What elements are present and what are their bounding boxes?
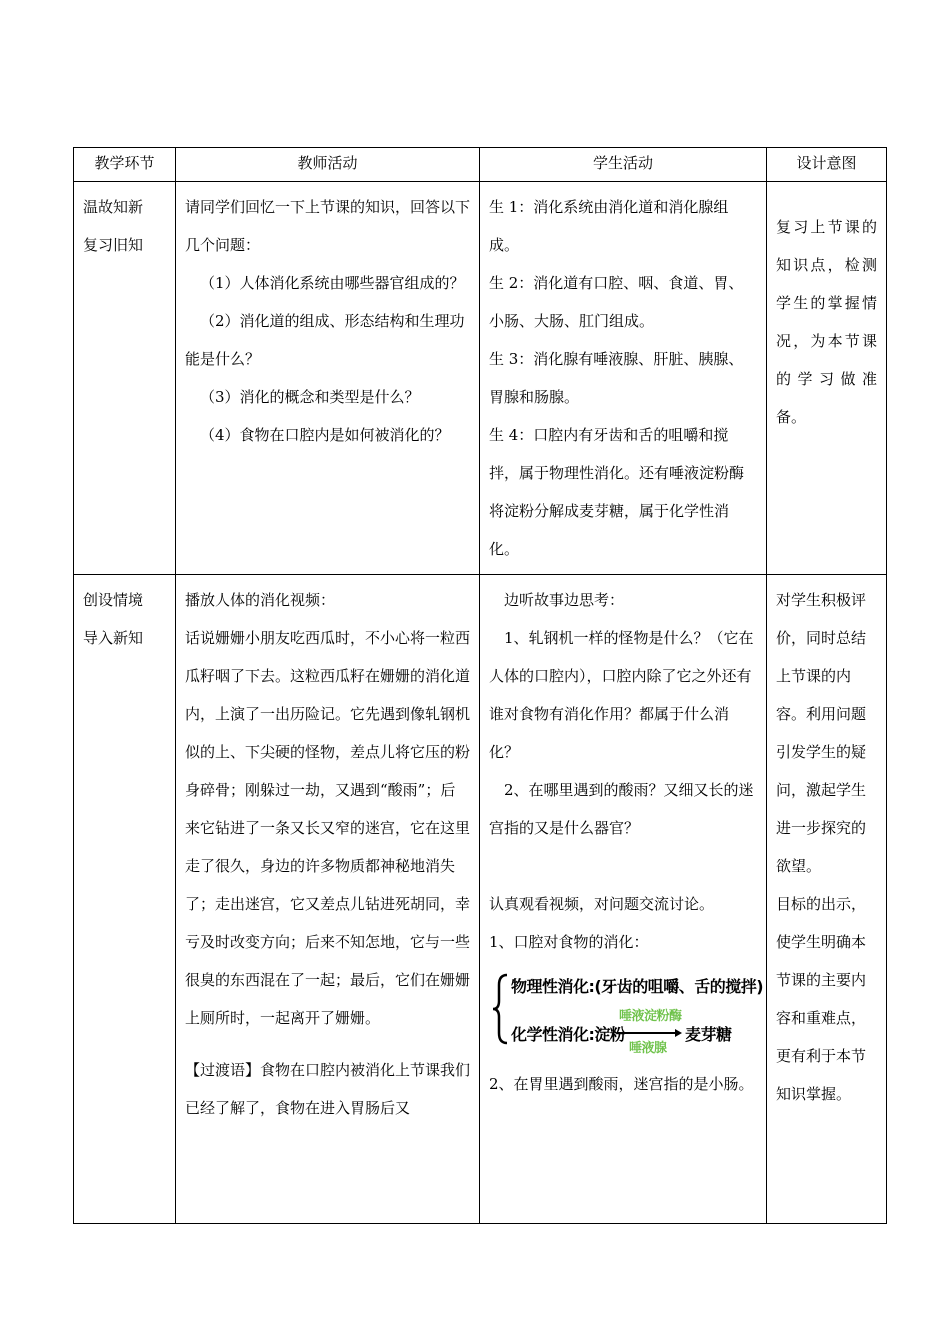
stage-cell: [74, 182, 176, 575]
stage-cell: [74, 575, 176, 1224]
table-row-review: [74, 182, 887, 575]
student-answer: 生 1：消化系统由消化道和消化腺组成。: [489, 198, 729, 254]
brace-icon: [491, 973, 509, 1045]
design-text: 复习上节课的知识点，检测学生的掌握情况，为本节课的学习做准备。: [776, 218, 877, 426]
lesson-plan-table: [73, 147, 887, 1224]
question-item: （2）消化道的组成、形态结构和生理功能是什么？: [185, 312, 465, 368]
question-item: （3）消化的概念和类型是什么？: [200, 388, 420, 406]
enzyme-label: 唾液淀粉酶: [619, 1009, 682, 1024]
question-item: （1）人体消化系统由哪些器官组成的？: [200, 274, 465, 292]
chemical-digestion-label: 化学性消化:淀粉: [511, 1025, 626, 1044]
student-question: 2、在哪里遇到的酸雨？又细又长的迷宫指的又是什么器官？: [489, 781, 754, 837]
header-student: 学生活动: [480, 148, 767, 182]
maltose-label: 麦芽糖: [685, 1025, 732, 1044]
student-question: 1、轧钢机一样的怪物是什么？（它在人体的口腔内），口腔内除了它之外还有谁对食物有消化作用？都属于什么消化？: [489, 629, 754, 761]
student-answer: 生 2：消化道有口腔、咽、食道、胃、小肠、大肠、肛门组成。: [489, 274, 744, 330]
physical-digestion-label: 物理性消化:(牙齿的咀嚼、舌的搅拌): [511, 977, 764, 996]
student-answer: 1、口腔对食物的消化：: [489, 933, 649, 951]
header-stage: 教学环节: [74, 148, 176, 182]
header-teacher: 教师活动: [176, 148, 480, 182]
teacher-cell: [176, 575, 480, 1224]
stage-line: 导入新知: [83, 629, 144, 647]
header-design: 设计意图: [767, 148, 887, 182]
student-answer: 生 3：消化腺有唾液腺、肝脏、胰腺、胃腺和肠腺。: [489, 350, 744, 406]
design-cell: [767, 575, 887, 1224]
stage-line: 复习旧知: [83, 236, 144, 254]
design-cell: [767, 182, 887, 575]
arrow-icon: [617, 1028, 683, 1038]
table-row-intro: [74, 575, 887, 1224]
stage-line: 温故知新: [83, 198, 144, 216]
teacher-intro: 播放人体的消化视频：: [185, 591, 336, 609]
design-text: 对学生积极评价，同时总结上节课的内容。利用问题引发学生的疑问，激起学生进一步探究的欲望。: [776, 591, 867, 875]
digestion-diagram: [489, 965, 764, 1061]
teacher-cell: [176, 182, 480, 575]
student-cell: [480, 575, 767, 1224]
student-answer: 生 4：口腔内有牙齿和舌的咀嚼和搅拌，属于物理性消化。还有唾液淀粉酶将淀粉分解成麦芽糖，属于化学性消化。: [489, 426, 745, 558]
header-row: [74, 148, 887, 182]
student-answer: 2、在胃里遇到酸雨，迷宫指的是小肠。: [489, 1075, 754, 1093]
student-cell: [480, 182, 767, 575]
student-lead: 边听故事边思考：: [504, 591, 625, 609]
question-item: （4）食物在口腔内是如何被消化的？: [200, 426, 450, 444]
design-text: 目标的出示，使学生明确本节课的主要内容和重难点，更有利于本节知识掌握。: [776, 895, 867, 1103]
teacher-text: 请同学们回忆一下上节课的知识，回答以下几个问题：: [185, 198, 471, 254]
saliva-gland-label: 唾液腺: [629, 1041, 667, 1056]
story-text: 话说姗姗小朋友吃西瓜时，不小心将一粒西瓜籽咽了下去。这粒西瓜籽在姗姗的消化道内，上演了一出历险记。它先遇到像轧钢机似的上、下尖硬的怪物，差点儿将它压的粉身碎骨；刚躲过一劫，又遇到“酸雨”；后来它钻进了一条又长又窄的迷宫，它在这里走了很久，身边的许多物质都神秘地消失了；走出迷宫，它又差点儿钻进死胡同，幸亏及时改变方向；后来不知怎地，它与一些很臭的东西混在了一起；最后，它们在姗姗上厕所时，一起离开了姗姗。: [185, 629, 471, 1027]
student-watch: 认真观看视频，对问题交流讨论。: [489, 895, 715, 913]
stage-line: 创设情境: [83, 591, 144, 609]
transition-text: 【过渡语】食物在口腔内被消化上节课我们已经了解了，食物在进入胃肠后又: [185, 1061, 471, 1117]
